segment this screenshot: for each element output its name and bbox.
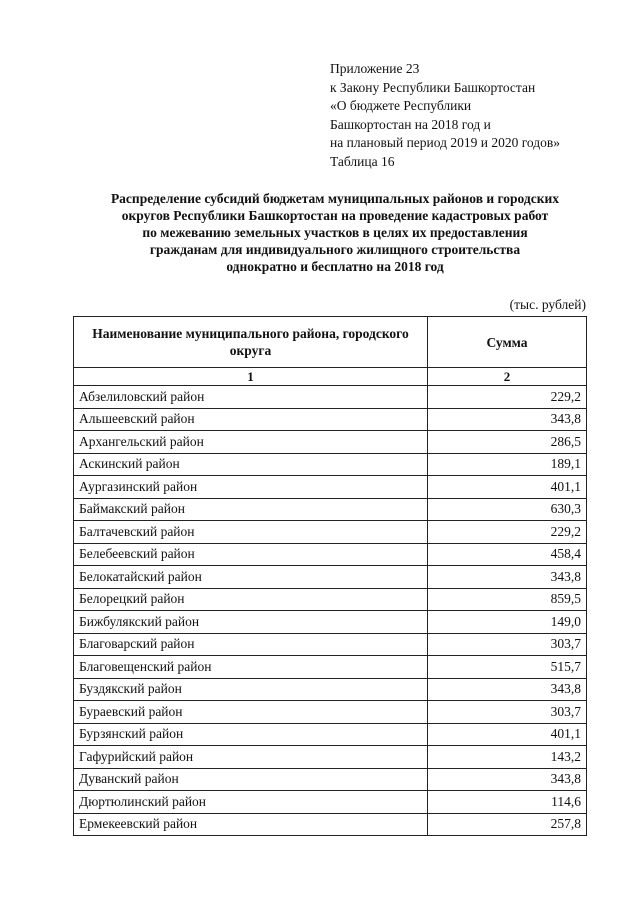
table-row <box>74 656 587 679</box>
district-name-cell: Белокатайский район <box>74 566 428 589</box>
table-row <box>74 386 587 409</box>
table-row <box>74 431 587 454</box>
title-line: Распределение субсидий бюджетам муниципальных районов и городских <box>110 191 560 206</box>
table-row <box>74 723 587 746</box>
header-district-name: Наименование муниципального района, городского округа <box>74 317 428 368</box>
district-name-cell: Архангельский район <box>74 431 428 454</box>
sum-cell: 343,8 <box>428 768 587 791</box>
column-number: 1 <box>74 368 428 386</box>
sum-cell: 343,8 <box>428 408 587 431</box>
appendix-line: Таблица 16 <box>330 153 395 169</box>
district-name-cell: Баймакский район <box>74 498 428 521</box>
appendix-line: к Закону Республики Башкортостан <box>330 79 536 95</box>
column-number-row <box>74 368 587 386</box>
district-name-cell: Гафурийский район <box>74 746 428 769</box>
table-header-row <box>74 317 587 368</box>
sum-cell: 303,7 <box>428 633 587 656</box>
district-name-cell: Бураевский район <box>74 701 428 724</box>
district-name-cell: Бурзянский район <box>74 723 428 746</box>
sum-cell: 229,2 <box>428 521 587 544</box>
sum-cell: 401,1 <box>428 476 587 499</box>
sum-cell: 149,0 <box>428 611 587 634</box>
title-line: однократно и бесплатно на 2018 год <box>226 259 444 274</box>
title-line: по межеванию земельных участков в целях их предоставления <box>142 225 528 240</box>
district-name-cell: Ермекеевский район <box>74 813 428 836</box>
sum-cell: 343,8 <box>428 566 587 589</box>
sum-cell: 143,2 <box>428 746 587 769</box>
document-title <box>70 190 600 275</box>
table-row <box>74 521 587 544</box>
district-name-cell: Буздякский район <box>74 678 428 701</box>
subsidy-table <box>73 316 587 836</box>
table-row <box>74 746 587 769</box>
sum-cell: 458,4 <box>428 543 587 566</box>
district-name-cell: Бижбулякский район <box>74 611 428 634</box>
column-number: 2 <box>428 368 587 386</box>
sum-cell: 257,8 <box>428 813 587 836</box>
district-name-cell: Балтачевский район <box>74 521 428 544</box>
table-row <box>74 498 587 521</box>
title-line: округов Республики Башкортостан на проведение кадастровых работ <box>121 208 549 223</box>
table-row <box>74 611 587 634</box>
sum-cell: 189,1 <box>428 453 587 476</box>
table-row <box>74 791 587 814</box>
district-name-cell: Дюртюлинский район <box>74 791 428 814</box>
appendix-reference <box>330 60 630 171</box>
table-row <box>74 408 587 431</box>
sum-cell: 515,7 <box>428 656 587 679</box>
sum-cell: 229,2 <box>428 386 587 409</box>
table-body <box>74 386 587 836</box>
sum-cell: 286,5 <box>428 431 587 454</box>
district-name-cell: Аскинский район <box>74 453 428 476</box>
sum-cell: 630,3 <box>428 498 587 521</box>
appendix-line: на плановый период 2019 и 2020 годов» <box>330 135 561 150</box>
table-row <box>74 566 587 589</box>
district-name-cell: Абзелиловский район <box>74 386 428 409</box>
sum-cell: 401,1 <box>428 723 587 746</box>
title-line: гражданам для индивидуального жилищного строительства <box>149 242 521 257</box>
table-row <box>74 701 587 724</box>
district-name-cell: Альшеевский район <box>74 408 428 431</box>
table-row <box>74 476 587 499</box>
sum-cell: 114,6 <box>428 791 587 814</box>
table-row <box>74 588 587 611</box>
district-name-cell: Благовещенский район <box>74 656 428 679</box>
table-row <box>74 543 587 566</box>
district-name-cell: Благоварский район <box>74 633 428 656</box>
district-name-cell: Белорецкий район <box>74 588 428 611</box>
header-sum: Сумма <box>428 317 587 368</box>
district-name-cell: Дуванский район <box>74 768 428 791</box>
appendix-line: «О бюджете Республики <box>330 98 472 113</box>
sum-cell: 343,8 <box>428 678 587 701</box>
district-name-cell: Белебеевский район <box>74 543 428 566</box>
appendix-line: Приложение 23 <box>330 61 420 76</box>
sum-cell: 859,5 <box>428 588 587 611</box>
units-label: (тыс. рублей) <box>509 297 586 312</box>
district-name-cell: Аургазинский район <box>74 476 428 499</box>
sum-cell: 303,7 <box>428 701 587 724</box>
table-row <box>74 813 587 836</box>
table-row <box>74 633 587 656</box>
table-row <box>74 768 587 791</box>
table-row <box>74 453 587 476</box>
table-row <box>74 678 587 701</box>
appendix-line: Башкортостан на 2018 год и <box>330 116 491 132</box>
